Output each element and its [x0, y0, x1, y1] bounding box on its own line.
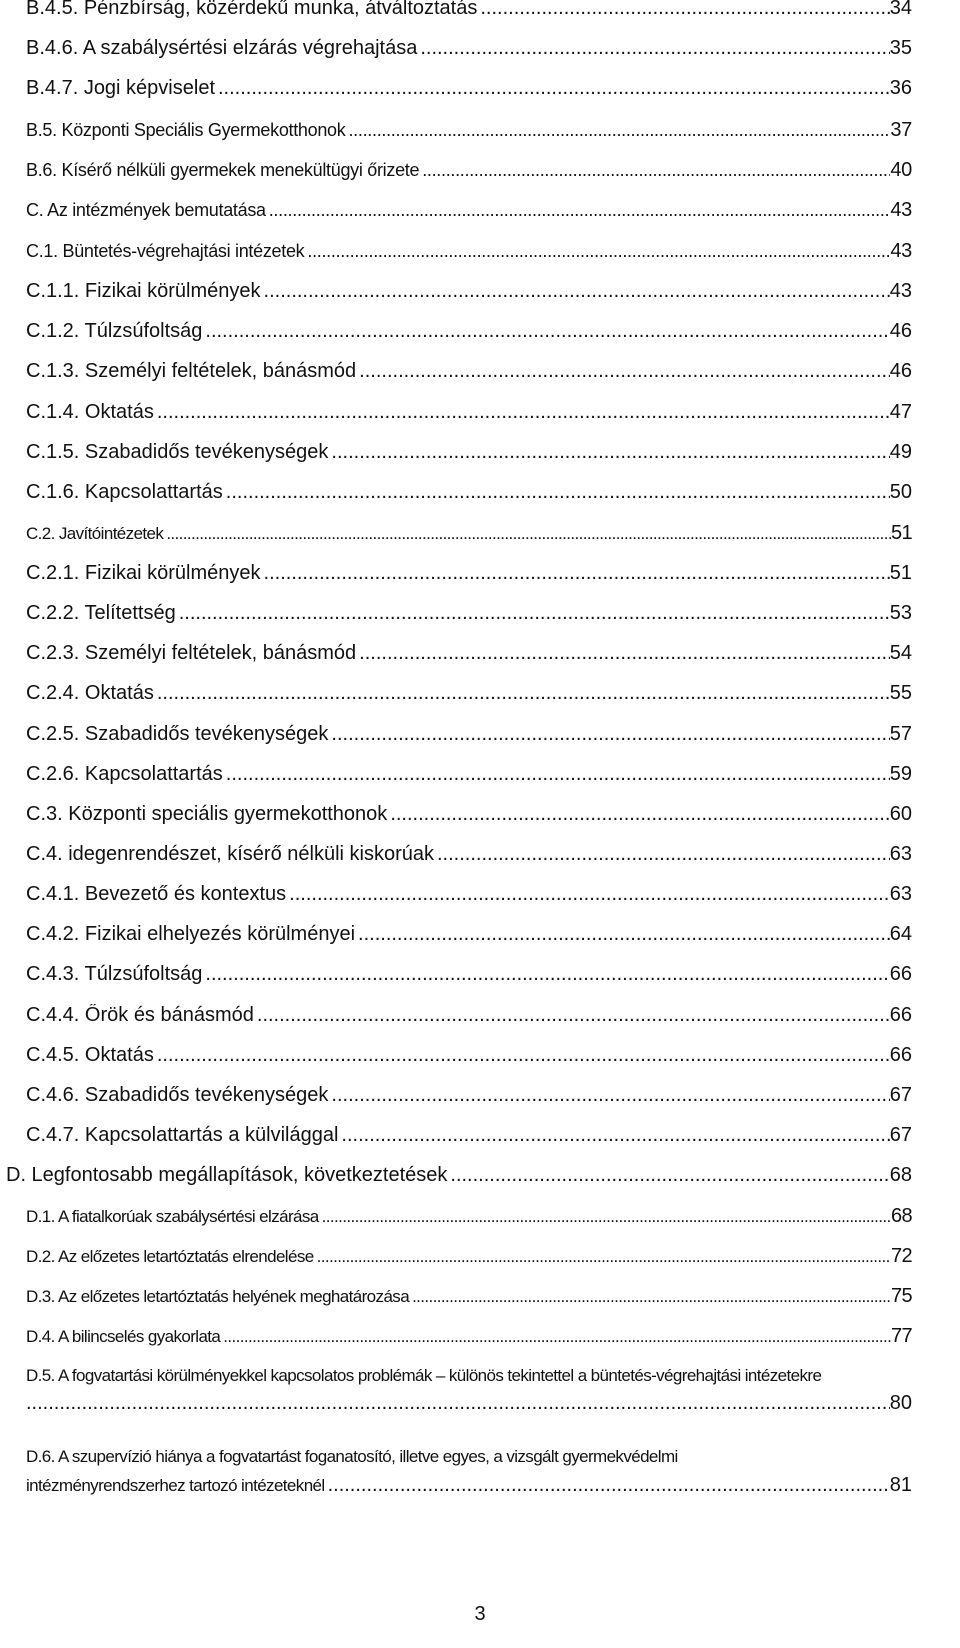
- toc-entry-page: 72: [890, 1245, 912, 1267]
- toc-leader-dots: [447, 1164, 889, 1187]
- toc-entry-title: C.4.3. Túlzsúfoltság: [26, 963, 203, 985]
- toc-entry-title: C.4.2. Fizikai elhelyezés körülményei: [26, 923, 356, 945]
- toc-entry-page: 67: [889, 1084, 912, 1106]
- toc-entry-page: 51: [890, 522, 912, 544]
- toc-entry-title: C.4.5. Oktatás: [26, 1044, 154, 1066]
- toc-leader-dots: [223, 763, 890, 786]
- toc-entry-title: C.1.1. Fizikai körülmények: [26, 280, 261, 302]
- toc-entry-title: B.5. Központi Speciális Gyermekotthonok: [26, 120, 346, 140]
- toc-entry-page: 55: [889, 682, 912, 704]
- toc-leader-dots: [328, 1084, 889, 1107]
- toc-leader-dots: [355, 923, 890, 946]
- toc-entry-title: C.2. Javítóintézetek: [26, 524, 164, 543]
- toc-leader-dots: [154, 401, 890, 424]
- toc-entry-title: B.6. Kísérő nélküli gyermekek menekültügyi őrizete: [26, 160, 420, 180]
- toc-entry[interactable]: [26, 883, 912, 906]
- toc-leader-dots: [338, 1124, 889, 1147]
- toc-entry[interactable]: [26, 1285, 912, 1308]
- toc-leader-dots: [356, 360, 890, 383]
- toc-entry-page: 64: [889, 923, 912, 945]
- toc-entry-page: 81: [889, 1474, 912, 1496]
- toc-entry-title: D.4. A bilincselés gyakorlata: [26, 1327, 221, 1346]
- toc-entry[interactable]: [26, 1124, 912, 1147]
- toc-entry[interactable]: [26, 963, 912, 986]
- toc-entry-page: 40: [890, 159, 912, 181]
- toc-entry[interactable]: [26, 1205, 912, 1228]
- toc-entry[interactable]: [26, 1325, 912, 1348]
- toc-entry[interactable]: [6, 1164, 912, 1187]
- toc-entry-title: D.2. Az előzetes letartóztatás elrendelése: [26, 1247, 314, 1266]
- toc-entry-page: 54: [889, 642, 912, 664]
- toc-entry-title: C.2.3. Személyi feltételek, bánásmód: [26, 642, 357, 664]
- toc-entry[interactable]: [26, 763, 912, 786]
- toc-entry-page: 35: [889, 37, 912, 59]
- toc-entry-page: 80: [889, 1392, 912, 1414]
- toc-entry-page: 59: [889, 763, 912, 785]
- toc-entry-page: 46: [889, 360, 912, 382]
- toc-entry[interactable]: [26, 1084, 912, 1107]
- toc-leader-dots: [202, 963, 889, 986]
- toc-entry[interactable]: [26, 803, 912, 826]
- toc-leader-dots: [154, 682, 890, 705]
- toc-entry-page: 66: [889, 963, 912, 985]
- toc-entry[interactable]: [26, 240, 912, 263]
- toc-entry-page: 63: [889, 883, 912, 905]
- toc-leader-dots: [419, 160, 890, 181]
- toc-entry-title: B.4.6. A szabálysértési elzárás végrehajtása: [26, 37, 418, 59]
- toc-entry-title: C. Az intézmények bemutatása: [26, 200, 266, 220]
- toc-leader-dots: [477, 0, 889, 20]
- toc-entry-title: D.3. Az előzetes letartóztatás helyének meghatározása: [26, 1287, 410, 1306]
- toc-entry[interactable]: [26, 159, 912, 182]
- toc-leader-dots: [417, 37, 889, 60]
- toc-entry[interactable]: [26, 642, 912, 665]
- toc-entry-title: C.1.5. Szabadidős tevékenységek: [26, 441, 329, 463]
- toc-leader-dots: [26, 1392, 890, 1415]
- toc-leader-dots: [261, 280, 890, 303]
- toc-entry[interactable]: [26, 1447, 912, 1497]
- toc-leader-dots: [254, 1004, 890, 1027]
- toc-leader-dots: [163, 524, 891, 544]
- toc-leader-dots: [387, 803, 889, 826]
- toc-entry-page: 43: [889, 280, 912, 302]
- toc-entry-page: 68: [890, 1205, 912, 1227]
- toc-entry-page: 43: [890, 240, 912, 262]
- toc-leader-dots: [202, 320, 889, 343]
- toc-entry-page: 68: [889, 1164, 912, 1186]
- toc-entry-page: 37: [890, 119, 912, 141]
- toc-entry-title: C.1.4. Oktatás: [26, 401, 154, 423]
- toc-entry[interactable]: [26, 119, 912, 142]
- toc-entry[interactable]: [26, 0, 912, 20]
- toc-entry-page: 34: [889, 0, 912, 19]
- toc-entry-title: C.1. Büntetés-végrehajtási intézetek: [26, 241, 305, 261]
- toc-entry-title: B.4.5. Pénzbírság, közérdekű munka, átváltoztatás: [26, 0, 478, 19]
- toc-entry-page: 50: [889, 481, 912, 503]
- toc-entry-title-line2: intézményrendszerhez tartozó intézeteknél: [26, 1476, 325, 1495]
- toc-entry-title: C.1.6. Kapcsolattartás: [26, 481, 223, 503]
- toc-leader-dots: [304, 241, 890, 262]
- toc-entry-page: 47: [889, 401, 912, 423]
- toc-leader-dots: [286, 883, 890, 906]
- toc-leader-dots: [266, 200, 891, 221]
- toc-leader-dots: [319, 1207, 891, 1227]
- toc-entry[interactable]: [26, 562, 912, 585]
- toc-entry-title: C.4.4. Őrök és bánásmód: [26, 1004, 254, 1026]
- toc-leader-dots: [325, 1474, 890, 1497]
- toc-leader-dots: [223, 481, 890, 504]
- toc-entry[interactable]: [26, 843, 912, 866]
- toc-entry-page: 66: [889, 1004, 912, 1026]
- toc-entry-title: B.4.7. Jogi képviselet: [26, 77, 215, 99]
- toc-entry-title: C.4.6. Szabadidős tevékenységek: [26, 1084, 329, 1106]
- toc-entry-page: 36: [889, 77, 912, 99]
- toc-entry-title: D.1. A fiatalkorúak szabálysértési elzárása: [26, 1207, 319, 1226]
- toc-entry-page: 43: [890, 199, 912, 221]
- toc-entry[interactable]: [26, 723, 912, 746]
- toc-entry[interactable]: [26, 481, 912, 504]
- toc-entry-title: C.2.4. Oktatás: [26, 682, 154, 704]
- toc-entry[interactable]: [26, 602, 912, 625]
- toc-entry-title: C.4.7. Kapcsolattartás a külvilággal: [26, 1124, 339, 1146]
- toc-entry-title: C.2.2. Telítettség: [26, 602, 176, 624]
- toc-entry[interactable]: [26, 1044, 912, 1067]
- toc-entry-title: D.5. A fogvatartási körülményekkel kapcsolatos problémák – különös tekintettel a büntetés-végrehajtási intézetekre: [26, 1366, 822, 1385]
- toc-entry-title: C.2.6. Kapcsolattartás: [26, 763, 223, 785]
- toc-leader-dots: [328, 723, 889, 746]
- toc-entry[interactable]: [26, 1004, 912, 1027]
- toc-entry-title: C.4. idegenrendészet, kísérő nélküli kiskorúak: [26, 843, 434, 865]
- toc-entry-page: 77: [890, 1325, 912, 1347]
- toc-entry-page: 53: [889, 602, 912, 624]
- toc-entry-page: 46: [889, 320, 912, 342]
- toc-entry[interactable]: [26, 522, 912, 545]
- toc-entry[interactable]: [26, 360, 912, 383]
- toc-leader-dots: [261, 562, 890, 585]
- toc-leader-dots: [328, 441, 889, 464]
- toc-entry[interactable]: [26, 320, 912, 343]
- toc-entry-page: 60: [889, 803, 912, 825]
- toc-entry-title: C.2.5. Szabadidős tevékenységek: [26, 723, 329, 745]
- toc-leader-dots: [345, 120, 890, 141]
- toc-entry-title-line1: D.6. A szupervízió hiánya a fogvatartást foganatosító, illetve egyes, a vizsgált gyermekvédelmi: [26, 1447, 678, 1466]
- toc-entry-page: 63: [889, 843, 912, 865]
- toc-entry[interactable]: [26, 37, 912, 60]
- toc-leader-dots: [176, 602, 890, 625]
- toc-entry[interactable]: [26, 682, 912, 705]
- toc-entry[interactable]: [26, 1245, 912, 1268]
- toc-entry-title: C.2.1. Fizikai körülmények: [26, 562, 261, 584]
- toc-entry-page: 75: [890, 1285, 912, 1307]
- toc-entry[interactable]: [26, 280, 912, 303]
- toc-entry-title: C.3. Központi speciális gyermekotthonok: [26, 803, 388, 825]
- toc-entry[interactable]: [26, 923, 912, 946]
- toc-entry[interactable]: [26, 199, 912, 222]
- toc-entry-page: 66: [889, 1044, 912, 1066]
- toc-leader-dots: [314, 1247, 891, 1267]
- toc-leader-dots: [215, 77, 890, 100]
- toc-leader-dots: [220, 1327, 891, 1347]
- page-number: 3: [474, 1603, 486, 1625]
- toc-leader-dots: [356, 642, 890, 665]
- toc-entry[interactable]: [26, 77, 912, 100]
- toc-leader-dots: [434, 843, 890, 866]
- toc-entry[interactable]: [26, 441, 912, 464]
- toc-leader-dots: [154, 1044, 890, 1067]
- toc-entry-title: C.4.1. Bevezető és kontextus: [26, 883, 287, 905]
- toc-entry-title: D. Legfontosabb megállapítások, következtetések: [6, 1164, 448, 1186]
- toc-leader-dots: [409, 1287, 891, 1307]
- toc-entry[interactable]: [26, 401, 912, 424]
- toc-entry-title: C.1.3. Személyi feltételek, bánásmód: [26, 360, 357, 382]
- toc-entry[interactable]: [26, 1366, 912, 1415]
- toc-entry-title: C.1.2. Túlzsúfoltság: [26, 320, 203, 342]
- toc-entry-page: 57: [889, 723, 912, 745]
- toc-entry-page: 51: [889, 562, 912, 584]
- toc-entry-page: 67: [889, 1124, 912, 1146]
- toc-entry-page: 49: [889, 441, 912, 463]
